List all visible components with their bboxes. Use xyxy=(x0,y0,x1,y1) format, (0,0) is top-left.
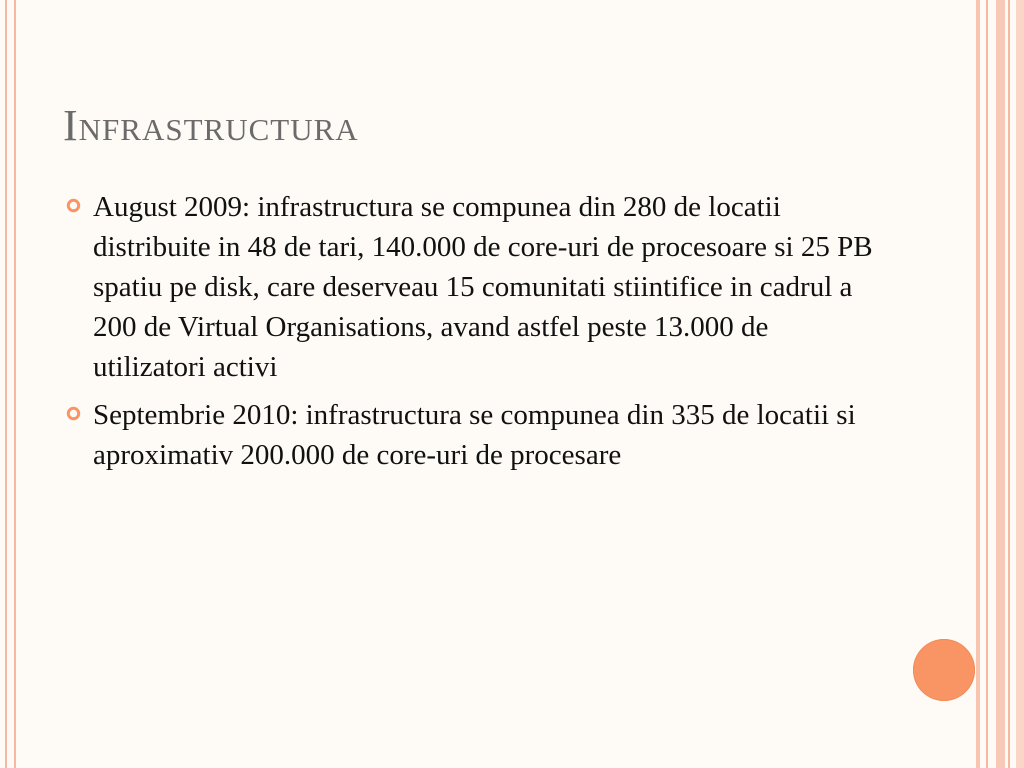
list-item xyxy=(66,187,896,387)
list-item xyxy=(66,395,896,475)
ring-bullet-icon xyxy=(66,198,81,213)
ring-bullet-icon xyxy=(66,406,81,421)
bullet-list xyxy=(66,187,896,483)
slide-title: Infrastructura xyxy=(63,101,359,150)
orange-circle-icon xyxy=(913,639,975,701)
bullet-text: August 2009: infrastructura se compunea din 280 de locatii distribuite in 48 de tari, 140.000 de core-uri de procesoare si 25 PB spatiu pe disk, care deserveau 15 comunitati stiintifice in cadrul a 200 de Virtual Organisations, avand astfel peste 13.000 de utilizatori activi xyxy=(93,191,873,383)
bullet-text: Septembrie 2010: infrastructura se compunea din 335 de locatii si aproximativ 200.000 de core-uri de procesare xyxy=(93,399,856,471)
left-frame-border xyxy=(5,0,16,768)
right-frame-stripes xyxy=(976,0,1024,768)
